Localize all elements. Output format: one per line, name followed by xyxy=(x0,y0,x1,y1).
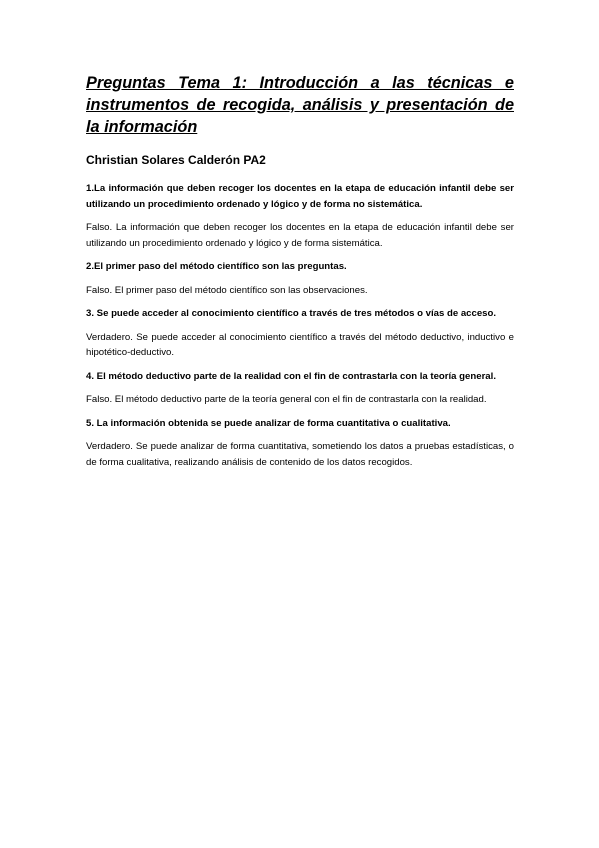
document-page xyxy=(86,72,514,478)
answer-1: Falso. La información que deben recoger los docentes en la etapa de educación infantil debe ser utilizando un procedimiento ordenado y lógico y de forma sistemática. xyxy=(86,222,514,249)
question-1: 1.La información que deben recoger los docentes en la etapa de educación infantil debe ser utilizando un procedimiento ordenado y lógico y de forma no sistemática. xyxy=(86,183,514,210)
author-name: Christian Solares Calderón PA2 xyxy=(86,153,266,167)
document-title: Preguntas Tema 1: Introducción a las técnicas e instrumentos de recogida, análisis y presentación de la información xyxy=(86,74,514,136)
question-5: 5. La información obtenida se puede analizar de forma cuantitativa o cualitativa. xyxy=(86,417,451,429)
question-4: 4. El método deductivo parte de la realidad con el fin de contrastarla con la teoría general. xyxy=(86,370,496,382)
answer-5: Verdadero. Se puede analizar de forma cuantitativa, sometiendo los datos a pruebas estadísticas, o de forma cualitativa, realizando análisis de contenido de los datos recogidos. xyxy=(86,441,514,468)
answer-4: Falso. El método deductivo parte de la teoría general con el fin de contrastarla con la realidad. xyxy=(86,394,487,405)
answer-3: Verdadero. Se puede acceder al conocimiento científico a través del método deductivo, inductivo e hipotético-deductivo. xyxy=(86,331,514,358)
question-3: 3. Se puede acceder al conocimiento científico a través de tres métodos o vías de acceso. xyxy=(86,308,497,319)
answer-2: Falso. El primer paso del método científico son las observaciones. xyxy=(86,284,368,296)
question-2: 2.El primer paso del método científico son las preguntas. xyxy=(86,261,347,272)
